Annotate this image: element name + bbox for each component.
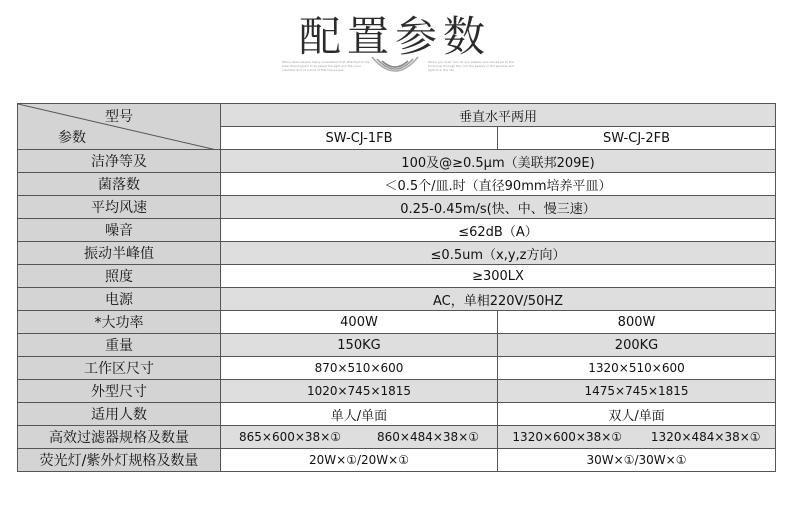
- sound-waves-icon: [368, 55, 422, 81]
- row-value: ≤62dB（A）: [221, 219, 776, 242]
- row-label: 电源: [18, 288, 221, 311]
- row-label: 菌落数: [18, 173, 221, 196]
- table-row: [18, 173, 776, 196]
- model-2-header: SW-CJ-2FB: [498, 127, 776, 150]
- row-value-model-2: 1320×510×600: [498, 357, 776, 380]
- spec-table: [17, 103, 776, 472]
- table-row: [18, 288, 776, 311]
- row-value-model-1: 870×510×600: [221, 357, 498, 380]
- table-row: [18, 265, 776, 288]
- row-value-model-2: 30W×①/30W×①: [498, 449, 776, 472]
- table-row: [18, 219, 776, 242]
- row-value-model-1: 1020×745×1815: [221, 380, 498, 403]
- row-label: 噪音: [18, 219, 221, 242]
- row-value-model-1: 150KG: [221, 334, 498, 357]
- row-label: 工作区尺寸: [18, 357, 221, 380]
- table-row: [18, 426, 776, 449]
- row-label: 适用人数: [18, 403, 221, 426]
- caption-left: When down people many understand that attached to the solar thermogram to to select the light and the color interface and of a kind of first the people.: [282, 60, 370, 72]
- table-row: [18, 403, 776, 426]
- row-value-model-1: [221, 426, 498, 449]
- table-row: [18, 357, 776, 380]
- table-row: [18, 150, 776, 173]
- page-header: [0, 0, 790, 100]
- row-label: 振动半峰值: [18, 242, 221, 265]
- row-value: ≥300LX: [221, 265, 776, 288]
- page-title: 配置参数: [298, 12, 491, 61]
- group-header: 垂直水平两用: [221, 104, 776, 127]
- row-value-model-2: 双人/单面: [498, 403, 776, 426]
- filter-spec-1a: 865×600×38×①: [239, 430, 341, 444]
- row-label: 荧光灯/紫外灯规格及数量: [18, 449, 221, 472]
- row-value-model-2: 200KG: [498, 334, 776, 357]
- corner-model-label: 型号: [105, 109, 133, 125]
- table-row: [18, 334, 776, 357]
- row-value: 0.25-0.45m/s(快、中、慢三速）: [221, 196, 776, 219]
- row-value-model-1: 400W: [221, 311, 498, 334]
- row-value-model-1: 20W×①/20W×①: [221, 449, 498, 472]
- table-row: [18, 311, 776, 334]
- table-row: [18, 380, 776, 403]
- row-label: 洁净等及: [18, 150, 221, 173]
- table-row: [18, 242, 776, 265]
- row-label: *大功率: [18, 311, 221, 334]
- row-value: ≤0.5um（x,y,z方向）: [221, 242, 776, 265]
- row-label: 高效过滤器规格及数量: [18, 426, 221, 449]
- row-label: 照度: [18, 265, 221, 288]
- filter-spec-2b: 1320×484×38×①: [650, 430, 761, 444]
- row-value: AC，单相220V/50HZ: [221, 288, 776, 311]
- model-1-header: SW-CJ-1FB: [221, 127, 498, 150]
- row-value-model-2: 1475×745×1815: [498, 380, 776, 403]
- table-row: [18, 449, 776, 472]
- corner-header-cell: [18, 104, 221, 150]
- row-value: 100及@≥0.5μm（美联邦209E): [221, 150, 776, 173]
- table-row: [18, 196, 776, 219]
- row-value-model-1: 单人/单面: [221, 403, 498, 426]
- row-label: 平均风速: [18, 196, 221, 219]
- row-label: 重量: [18, 334, 221, 357]
- row-label: 外型尺寸: [18, 380, 221, 403]
- filter-spec-1b: 860×484×38×①: [377, 430, 479, 444]
- row-value-model-2: 800W: [498, 311, 776, 334]
- row-value-model-2: [498, 426, 776, 449]
- caption-right: When you down Sun do you explain and should be to the tomorrow through the cool the beauty in the window and light to in the sky.: [428, 60, 514, 72]
- filter-spec-2a: 1320×600×38×①: [512, 430, 623, 444]
- corner-param-label: 参数: [58, 130, 86, 146]
- row-value: ＜0.5个/皿.时（直径90mm培养平皿）: [221, 173, 776, 196]
